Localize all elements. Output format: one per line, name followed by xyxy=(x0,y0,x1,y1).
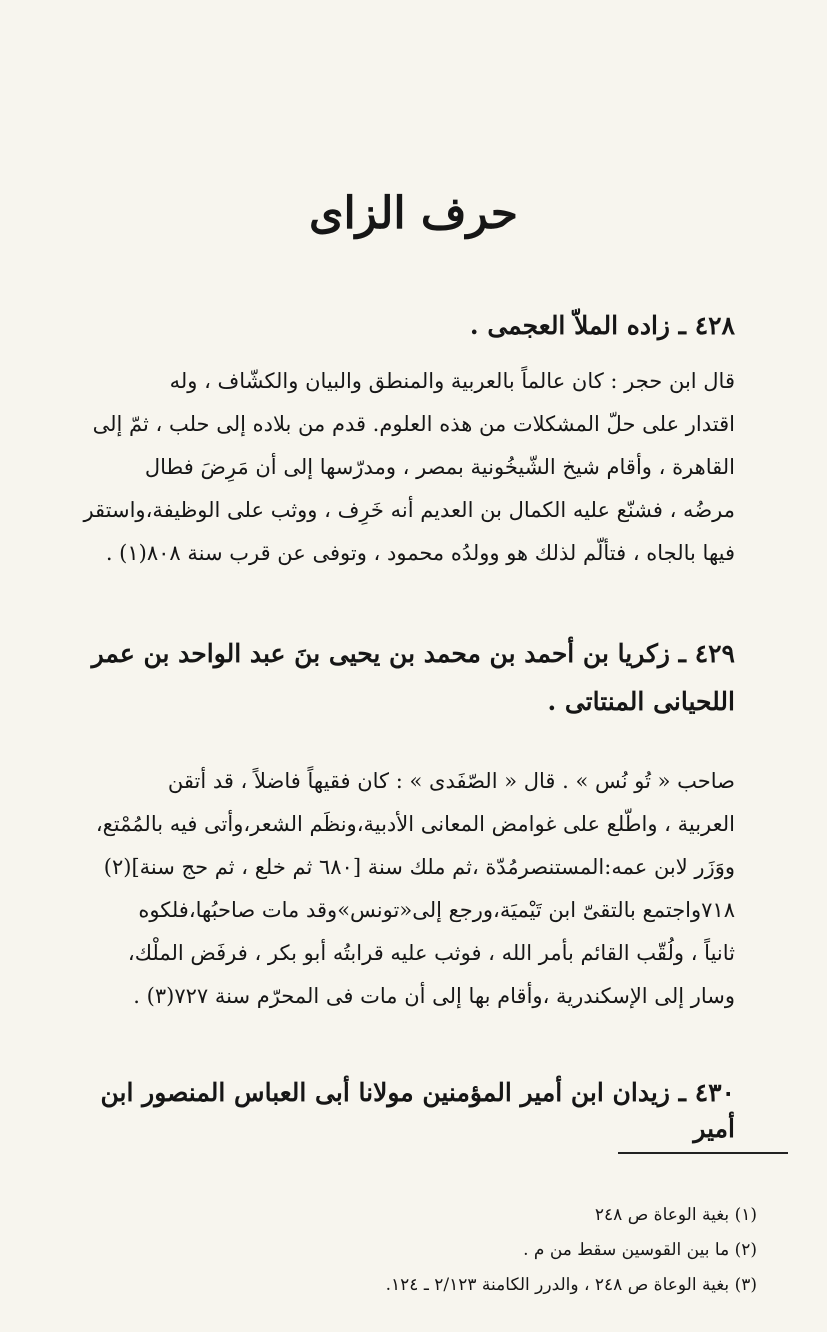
text-line: العربية ، واطّلع على غوامض المعانى الأدبية،ونظَم الشعر،وأتى فيه بالمُمْتع، xyxy=(95,812,735,836)
entry-429-heading-cont: اللحيانى المنتاتى . xyxy=(547,687,735,716)
footnote-2: (٢) ما بين القوسين سقط من م . xyxy=(523,1240,757,1260)
chapter-title: حرف الزاى xyxy=(309,188,518,239)
text-line: القاهرة ، وأقام شيخ الشّيخُونية بمصر ، ومدرّسها إلى أن مَرِضَ فطال xyxy=(144,455,735,479)
entry-430-heading: ٤٣٠ ـ زيدان ابن أمير المؤمنين مولانا أبى العباس المنصور ابن أمير xyxy=(100,1078,735,1143)
footnote-divider xyxy=(618,1152,788,1154)
footnote-3: (٣) بغية الوعاة ص ٢٤٨ ، والدرر الكامنة ٢/١٢٣ ـ ١٢٤. xyxy=(385,1275,757,1295)
text-line: فيها بالجاه ، فتألّم لذلك هو وولدُه محمود ، وتوفى عن قرب سنة ٨٠٨(١) . xyxy=(105,541,735,565)
text-line: ووَزَر لابن عمه:المستنصرمُدّة ،ثم ملك سنة [٦٨٠ ثم خلع ، ثم حج سنة](٢) xyxy=(103,855,735,879)
entry-428-text xyxy=(75,360,735,575)
text-line: مرضُه ، فشنّع عليه الكمال بن العديم أنه خَرِف ، ووثب على الوظيفة،واستقر xyxy=(83,498,735,522)
text-line: قال ابن حجر : كان عالماً بالعربية والمنطق والبيان والكشّاف ، وله xyxy=(169,369,735,393)
text-line: ثانياً ، ولُقّب القائم بأمر الله ، فوثب عليه قرابتُه أبو بكر ، فرفَض الملْك، xyxy=(127,941,735,965)
entry-428-heading: ٤٢٨ ـ زاده الملاّ العجمى . xyxy=(469,311,735,340)
text-line: صاحب « تُو نُس » . قال « الصّفَدى » : كان فقيهاً فاضلاً ، قد أتقن xyxy=(167,769,735,793)
footnote-1: (١) بغية الوعاة ص ٢٤٨ xyxy=(594,1205,757,1225)
footnotes xyxy=(197,1198,757,1303)
text-line: اقتدار على حلّ المشكلات من هذه العلوم. قدم من بلاده إلى حلب ، ثمّ إلى xyxy=(92,412,735,436)
entry-429-text xyxy=(75,760,735,1018)
text-line: ٧١٨واجتمع بالتقىّ ابن تَيْميَة،ورجع إلى«تونس»وقد مات صاحبُها،فلكوه xyxy=(138,898,735,922)
text-line: وسار إلى الإسكندرية ،وأقام بها إلى أن مات فى المحرّم سنة ٧٢٧(٣) . xyxy=(133,984,735,1008)
entry-429-heading: ٤٢٩ ـ زكريا بن أحمد بن محمد بن يحيى بنَ عبد الواحد بن عمر xyxy=(91,639,735,668)
